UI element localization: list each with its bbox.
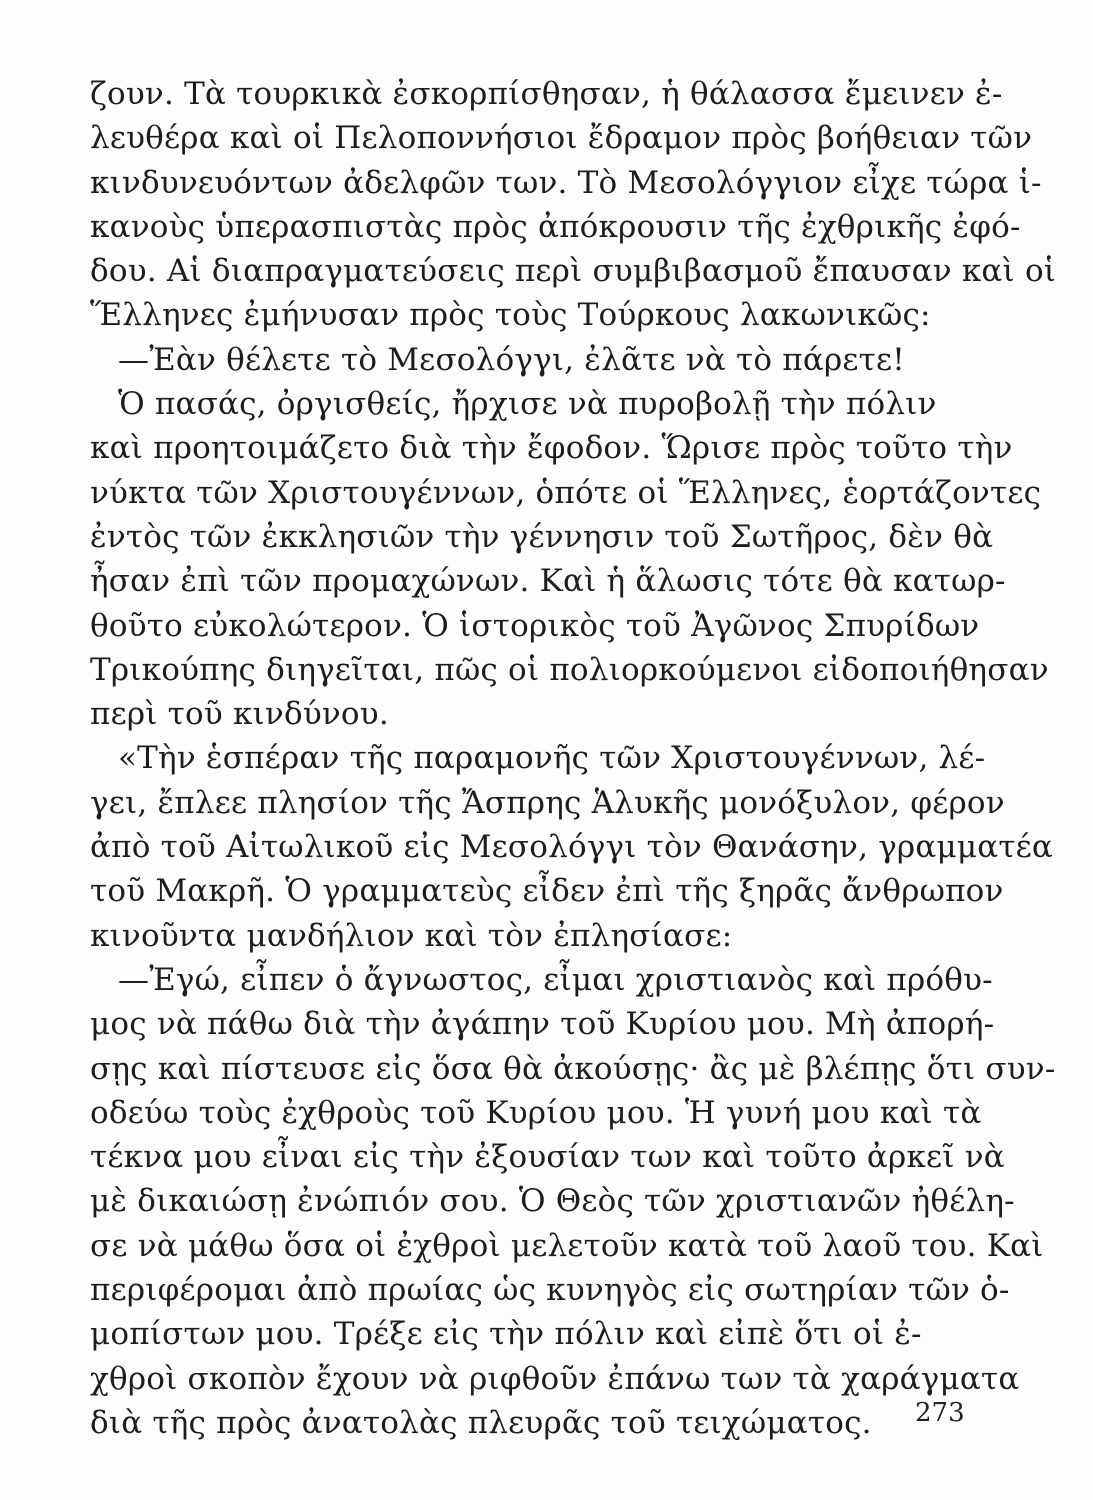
text-line: «Τὴν ἑσπέραν τῆς παραμονῆς τῶν Χριστουγέννων, λέ- bbox=[118, 740, 986, 777]
text-line: ἦσαν ἐπὶ τῶν προμαχώνων. Καὶ ἡ ἅλωσις τότε θὰ κατωρ- bbox=[90, 563, 1006, 600]
text-line: νύκτα τῶν Χριστουγέννων, ὁπότε οἱ Ἕλληνες, ἑορτάζοντες bbox=[90, 474, 1042, 511]
text-line: μος νὰ πάθω διὰ τὴν ἀγάπην τοῦ Κυρίου μου. Μὴ ἀπορή- bbox=[90, 1006, 995, 1043]
page-number: 273 bbox=[915, 1398, 965, 1428]
text-line: τέκνα μου εἶναι εἰς τὴν ἐξουσίαν των καὶ τοῦτο ἀρκεῖ νὰ bbox=[90, 1139, 1005, 1176]
text-line: περιφέρομαι ἀπὸ πρωίας ὡς κυνηγὸς εἰς σωτηρίαν τῶν ὁ- bbox=[90, 1272, 1010, 1309]
text-line: ἐντὸς τῶν ἐκκλησιῶν τὴν γέννησιν τοῦ Σωτῆρος, δὲν θὰ bbox=[90, 518, 994, 555]
text-line: χθροὶ σκοπὸν ἔχουν νὰ ριφθοῦν ἐπάνω των τὰ χαράγματα bbox=[90, 1360, 1020, 1397]
body-text bbox=[90, 72, 1057, 1445]
text-line: ζουν. Τὰ τουρκικὰ ἐσκορπίσθησαν, ἡ θάλασσα ἔμεινεν ἐ- bbox=[90, 76, 1003, 112]
text-line: θοῦτο εὐκολώτερον. Ὁ ἱστορικὸς τοῦ Ἀγῶνος Σπυρίδων bbox=[90, 607, 980, 644]
text-line: —Ἐγώ, εἶπεν ὁ ἄγνωστος, εἶμαι χριστιανὸς καὶ πρόθυ- bbox=[118, 961, 993, 998]
text-line: λευθέρα καὶ οἱ Πελοποννήσιοι ἔδραμον πρὸς βοήθειαν τῶν bbox=[90, 120, 1033, 157]
text-line: —Ἐὰν θέλετε τὸ Μεσολόγγι, ἐλᾶτε νὰ τὸ πάρετε! bbox=[118, 341, 905, 378]
text-line: κινοῦντα μανδήλιον καὶ τὸν ἐπλησίασε: bbox=[90, 917, 733, 954]
text-line: δου. Αἱ διαπραγματεύσεις περὶ συμβιβασμοῦ ἔπαυσαν καὶ οἱ bbox=[90, 253, 1057, 290]
text-line: Τρικούπης διηγεῖται, πῶς οἱ πολιορκούμενοι εἰδοποιήθησαν bbox=[90, 651, 1049, 688]
text-line: σῃς καὶ πίστευσε εἰς ὅσα θὰ ἀκούσῃς· ἂς μὲ βλέπῃς ὅτι συν- bbox=[90, 1050, 1056, 1087]
text-line: μοπίστων μου. Τρέξε εἰς τὴν πόλιν καὶ εἰπὲ ὅτι οἱ ἐ- bbox=[90, 1316, 922, 1353]
text-line: κανοὺς ὑπερασπιστὰς πρὸς ἀπόκρουσιν τῆς ἐχθρικῆς ἐφό- bbox=[90, 208, 1021, 245]
text-line: γει, ἔπλεε πλησίον τῆς Ἄσπρης Ἁλυκῆς μονόξυλον, φέρον bbox=[90, 784, 1005, 821]
text-line: οδεύω τοὺς ἐχθροὺς τοῦ Κυρίου μου. Ἡ γυνή μου καὶ τὰ bbox=[90, 1094, 982, 1131]
text-line: Ὁ πασάς, ὀργισθείς, ἤρχισε νὰ πυροβολῇ τὴν πόλιν bbox=[118, 386, 937, 423]
text-line: περὶ τοῦ κινδύνου. bbox=[90, 696, 389, 733]
text-line: Ἕλληνες ἐμήνυσαν πρὸς τοὺς Τούρκους λακωνικῶς: bbox=[90, 297, 931, 334]
text-line: σε νὰ μάθω ὅσα οἱ ἐχθροὶ μελετοῦν κατὰ τοῦ λαοῦ του. Καὶ bbox=[90, 1227, 1044, 1264]
text-line: κινδυνευόντων ἀδελφῶν των. Τὸ Μεσολόγγιον εἶχε τώρα ἱ- bbox=[90, 164, 1042, 201]
text-line: μὲ δικαιώσῃ ἐνώπιόν σου. Ὁ Θεὸς τῶν χριστιανῶν ἠθέλη- bbox=[90, 1183, 1015, 1220]
text-line: τοῦ Μακρῆ. Ὁ γραμματεὺς εἶδεν ἐπὶ τῆς ξηρᾶς ἄνθρωπον bbox=[90, 873, 1004, 910]
text-line: διὰ τῆς πρὸς ἀνατολὰς πλευρᾶς τοῦ τειχώματος. bbox=[90, 1404, 872, 1441]
text-line: καὶ προητοιμάζετο διὰ τὴν ἔφοδον. Ὥρισε πρὸς τοῦτο τὴν bbox=[90, 430, 1013, 467]
text-line: ἀπὸ τοῦ Αἰτωλικοῦ εἰς Μεσολόγγι τὸν Θανάσην, γραμματέα bbox=[90, 829, 1054, 866]
